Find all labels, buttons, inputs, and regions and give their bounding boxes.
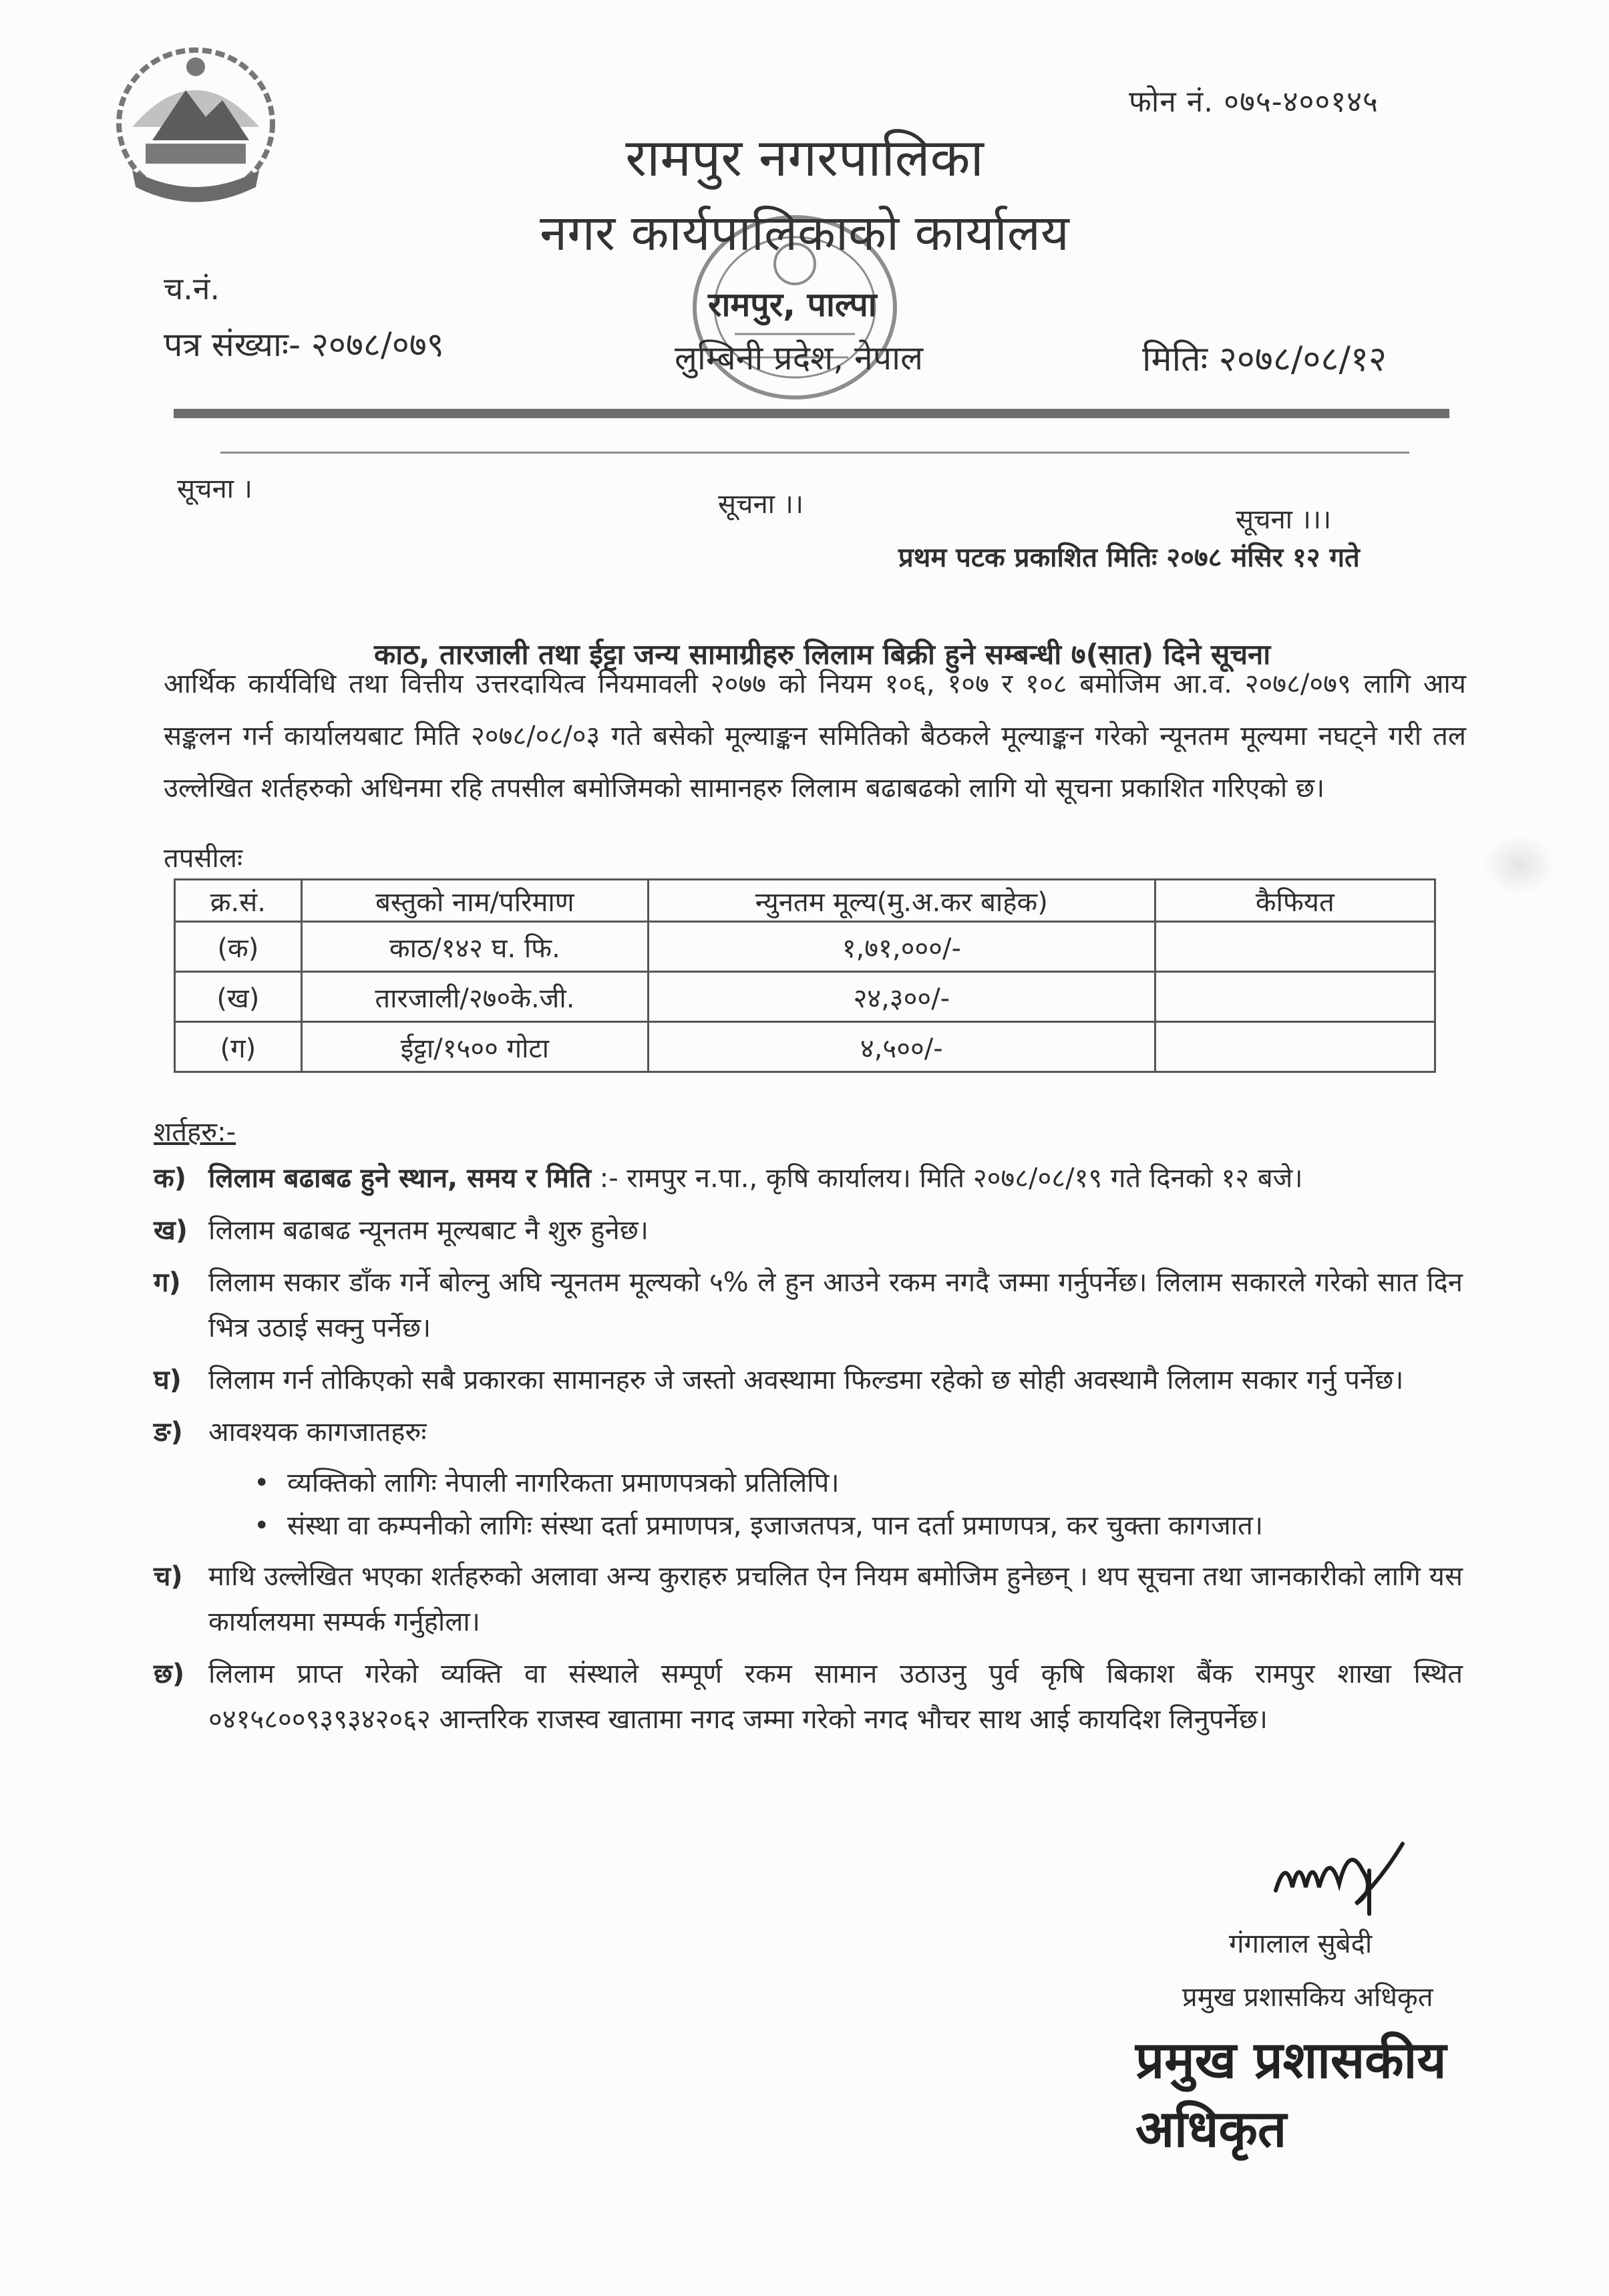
notice-heading: काठ, तारजाली तथा ईट्टा जन्य सामाग्रीहरु लिलाम बिक्री हुने सम्बन्धी ७(सात) दिने सूचना xyxy=(374,638,1271,671)
notice-label-2: सूचना ।। xyxy=(718,489,804,520)
term-label: ख) xyxy=(154,1215,188,1246)
table-cell: (क) xyxy=(175,922,302,972)
term-label: छ) xyxy=(154,1659,185,1689)
terms-title: शर्तहरु:- xyxy=(154,1117,236,1148)
term-text: आवश्यक कागजातहरुः xyxy=(208,1417,427,1448)
term-text: लिलाम प्राप्त गरेको व्यक्ति वा संस्थाले सम्पूर्ण रकम सामान उठाउनु पुर्व कृषि बिकाश बैंक रामपुर शाखा स्थित ०४१५८००९३९३४२०६२ आन्तरिक राजस्व खातामा नगद जम्मा गरेको नगद भौचर साथ आई कायदिश लिनुपर्नेछ। xyxy=(208,1659,1463,1735)
table-row xyxy=(175,1022,1435,1072)
term-text: लिलाम सकार डाँक गर्ने बोल्नु अघि न्यूनतम मूल्यको ५% ले हुन आउने रकम नगदै जम्मा गर्नुपर्नेछ। लिलाम सकारले गरेको सात दिन भित्र उठाई सक्नु पर्नेछ। xyxy=(208,1267,1463,1343)
term-label: ग) xyxy=(154,1267,181,1298)
details-label: तपसीलः xyxy=(164,843,243,874)
chalani-number: च.नं. xyxy=(164,271,220,307)
term-gha xyxy=(154,1357,1463,1403)
term-label: घ) xyxy=(154,1365,182,1396)
term-kha xyxy=(154,1208,1463,1253)
terms-list xyxy=(154,1156,1463,1749)
term-nga xyxy=(154,1410,1463,1455)
letter-date: मितिः २०७८/०८/१२ xyxy=(1142,339,1387,379)
table-row xyxy=(175,972,1435,1022)
term-ga xyxy=(154,1260,1463,1351)
list-item: • व्यक्तिको लागिः नेपाली नागरिकता प्रमाणपत्रको प्रतिलिपि। xyxy=(254,1462,1463,1504)
table-cell xyxy=(1155,922,1435,972)
header-rule-thin xyxy=(220,452,1409,454)
term-chha xyxy=(154,1651,1463,1742)
table-header-cell: बस्तुको नाम/परिमाण xyxy=(301,880,648,922)
term-label: च) xyxy=(154,1561,183,1592)
table-cell: (ग) xyxy=(175,1022,302,1072)
items-table xyxy=(174,878,1436,1073)
office-name: नगर कार्यपालिकाको कार्यालय xyxy=(540,204,1069,262)
term-label: क) xyxy=(154,1163,187,1194)
term-lead: लिलाम बढाबढ हुने स्थान, समय र मिति xyxy=(208,1163,591,1194)
phone-number: फोन नं. ०७५-४००१४५ xyxy=(1129,85,1379,119)
location-line1: रामपुर, पाल्पा xyxy=(708,285,877,324)
table-header-cell: क्र.सं. xyxy=(175,880,302,922)
table-cell: १,७१,०००/- xyxy=(648,922,1155,972)
organization-name: रामपुर नगरपालिका xyxy=(625,128,984,188)
intro-paragraph: आर्थिक कार्यविधि तथा वित्तीय उत्तरदायित्व नियमावली २०७७ को नियम १०६, १०७ र १०८ बमोजिम आ.व. २०७८/०७९ लागि आय सङ्कलन गर्न कार्यालयबाट मिति २०७८/०८/०३ गते बसेको मूल्याङ्कन समितिको बैठकले मूल्याङ्कन गरेको न्यूनतम मूल्यमा नघट्ने गरी तल उल्लेखित शर्तहरुको अधिनमा रहि तपसील बमोजिमको सामानहरु लिलाम बढाबढको लागि यो सूचना प्रकाशित गरिएको छ। xyxy=(164,669,1466,804)
term-text: :- रामपुर न.पा., कृषि कार्यालय। मिति २०७८/०८/१९ गते दिनको १२ बजे। xyxy=(591,1163,1303,1194)
table-cell: काठ/१४२ घ. फि. xyxy=(301,922,648,972)
term-cha xyxy=(154,1554,1463,1645)
location-line2: लुम्बिनी प्रदेश, नेपाल xyxy=(675,339,924,377)
table-cell: ४,५००/- xyxy=(648,1022,1155,1072)
signatory-name: गंगालाल सुबेदी xyxy=(1229,1929,1373,1959)
notice-label-1: सूचना । xyxy=(177,474,252,504)
notice-label-3: सूचना ।।। xyxy=(1236,504,1332,535)
table-header-row xyxy=(175,880,1435,922)
documents-list xyxy=(154,1462,1463,1547)
table-row xyxy=(175,922,1435,972)
term-label: ङ) xyxy=(154,1417,183,1448)
term-text: माथि उल्लेखित भएका शर्तहरुको अलावा अन्य कुराहरु प्रचलित ऐन नियम बमोजिम हुनेछन् । थप सूचना तथा जानकारीको लागि यस कार्यालयमा सम्पर्क गर्नुहोला। xyxy=(208,1561,1463,1637)
table-header-cell: न्युनतम मूल्य(मु.अ.कर बाहेक) xyxy=(648,880,1155,922)
published-date: प्रथम पटक प्रकाशित मितिः २०७८ मंसिर १२ गते xyxy=(898,542,1360,573)
table-cell: (ख) xyxy=(175,972,302,1022)
letter-number: पत्र संख्याः- २०७८/०७९ xyxy=(164,325,444,364)
table-cell: तारजाली/२७०के.जी. xyxy=(301,972,648,1022)
table-header-cell: कैफियत xyxy=(1155,880,1435,922)
header-rule-thick xyxy=(174,409,1449,418)
term-text: लिलाम गर्न तोकिएको सबै प्रकारका सामानहरु जे जस्तो अवस्थामा फिल्डमा रहेको छ सोही अवस्थामै लिलाम सकार गर्नु पर्नेछ। xyxy=(208,1365,1404,1396)
table-cell: ईट्टा/१५०० गोटा xyxy=(301,1022,648,1072)
term-ka xyxy=(154,1156,1463,1201)
designation-stamp: प्रमुख प्रशासकीय अधिकृत xyxy=(1135,2030,1447,2158)
term-text: लिलाम बढाबढ न्यूनतम मूल्यबाट नै शुरु हुनेछ। xyxy=(208,1215,649,1246)
signature-icon xyxy=(1269,1830,1416,1917)
table-cell: २४,३००/- xyxy=(648,972,1155,1022)
list-item: • संस्था वा कम्पनीको लागिः संस्था दर्ता प्रमाणपत्र, इजाजतपत्र, पान दर्ता प्रमाणपत्र, कर चुक्ता कागजात। xyxy=(254,1504,1463,1547)
signatory-title: प्रमुख प्रशासकिय अधिकृत xyxy=(1182,1982,1433,2013)
table-cell xyxy=(1155,972,1435,1022)
table-cell xyxy=(1155,1022,1435,1072)
scan-smudge xyxy=(1482,835,1556,895)
